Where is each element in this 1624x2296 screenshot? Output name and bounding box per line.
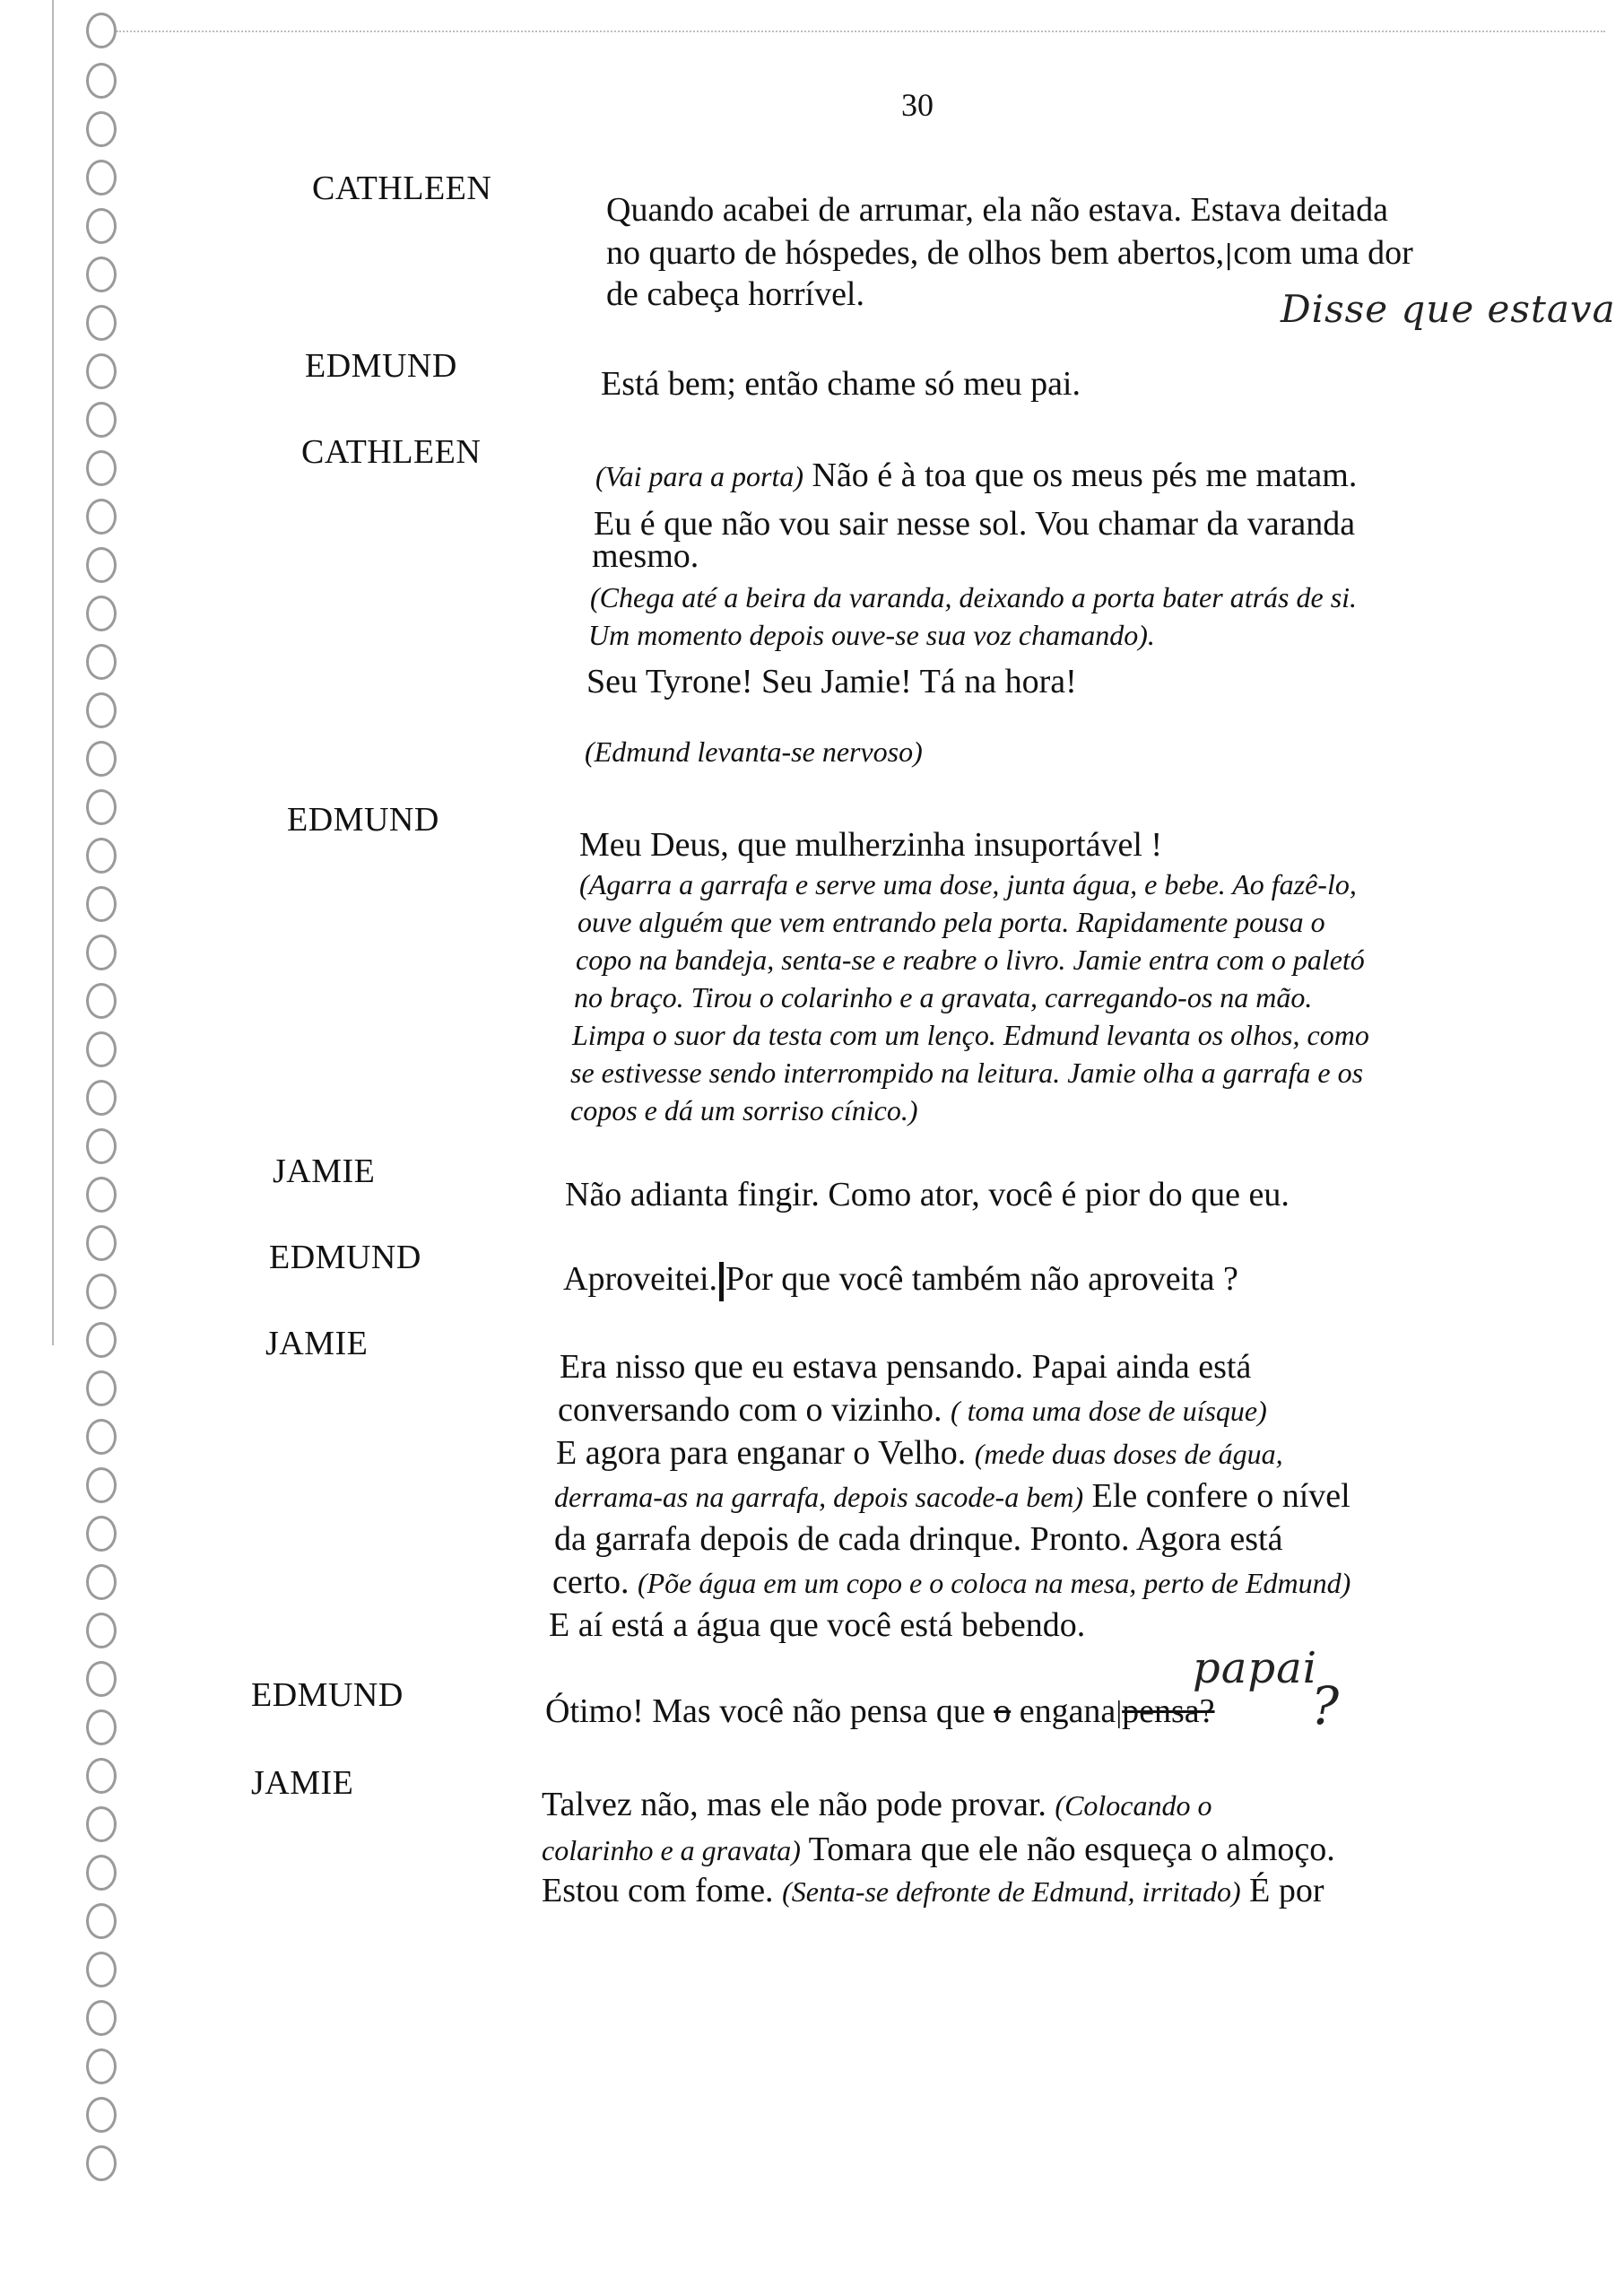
- dialogue-text: no quarto de hóspedes, de olhos bem abertos,: [606, 234, 1225, 272]
- binding-hole-icon: [86, 257, 117, 292]
- binding-hole-icon: [86, 1855, 117, 1891]
- binding-hole-icon: [86, 983, 117, 1019]
- speaker-name: EDMUND: [251, 1676, 404, 1714]
- stage-direction: copo na bandeja, senta-se e reabre o livro. Jamie entra com o paletó: [576, 944, 1365, 976]
- page-number: 30: [901, 87, 934, 123]
- speaker-name: EDMUND: [287, 801, 439, 839]
- dialogue-text: Estou com fome.: [542, 1872, 783, 1909]
- binding-hole-icon: [86, 789, 117, 825]
- dialogue-text: com uma dor: [1233, 234, 1413, 272]
- speaker-name: JAMIE: [265, 1325, 369, 1362]
- handwritten-mark: ?: [1311, 1675, 1341, 1736]
- binding-hole-icon: [86, 1225, 117, 1261]
- binding-hole-icon: [86, 1709, 117, 1745]
- dialogue-line: [556, 1433, 1283, 1473]
- dialogue-text: Ótimo! Mas você não pensa que: [545, 1692, 994, 1730]
- stage-direction: Um momento depois ouve-se sua voz chamando).: [588, 619, 1155, 651]
- binding-hole-icon: [86, 450, 117, 486]
- dialogue-text: conversando com o vizinho.: [558, 1391, 951, 1429]
- dialogue-text: Por que você também não aproveita ?: [725, 1260, 1238, 1298]
- binding-hole-icon: [86, 13, 117, 48]
- binding-hole-icon: [86, 1128, 117, 1164]
- stage-direction: (Senta-se defronte de Edmund, irritado): [782, 1875, 1241, 1908]
- binding-hole-icon: [86, 1177, 117, 1213]
- binding-hole-icon: [86, 499, 117, 535]
- speaker-name: EDMUND: [269, 1239, 421, 1276]
- binding-hole-icon: [86, 547, 117, 583]
- dialogue-text: É por: [1240, 1872, 1324, 1909]
- stage-direction: Limpa o suor da testa com um lenço. Edmund levanta os olhos, como: [572, 1019, 1369, 1051]
- binding-hole-icon: [86, 1613, 117, 1648]
- dialogue-line: E aí está a água que você está bebendo.: [549, 1606, 1086, 1644]
- dialogue-text: Ele confere o nível: [1083, 1477, 1350, 1515]
- dialogue-line: Ótimo! Mas você não pensa que o engana|pensa?: [545, 1692, 1215, 1730]
- binding-hole-icon: [86, 1758, 117, 1794]
- binding-hole-icon: [86, 935, 117, 970]
- dialogue-line: [554, 1476, 1350, 1516]
- dialogue-text: E agora para enganar o Velho.: [556, 1434, 975, 1472]
- binding-edge: [52, 0, 54, 1345]
- stage-direction: derrama-as na garrafa, depois sacode-a bem): [554, 1481, 1084, 1513]
- dialogue-line: [542, 1785, 1212, 1824]
- binding-hole-icon: [86, 353, 117, 389]
- dialogue-line: [558, 1390, 1267, 1430]
- dialogue-line: [563, 1259, 1238, 1301]
- binding-hole-icon: [86, 111, 117, 147]
- speaker-name: EDMUND: [305, 347, 457, 385]
- dialogue-text: Aproveitei.: [563, 1260, 718, 1298]
- binding-hole-icon: [86, 2097, 117, 2133]
- binding-hole-icon: [86, 1806, 117, 1842]
- dialogue-line: Eu é que não vou sair nesse sol. Vou chamar da varanda: [594, 505, 1356, 543]
- handwritten-note: Disse que estava: [1281, 287, 1616, 331]
- binding-hole-icon: [86, 2145, 117, 2181]
- stage-direction: no braço. Tirou o colarinho e a gravata, carregando-os na mão.: [574, 981, 1313, 1013]
- binding-hole-icon: [86, 2000, 117, 2036]
- dialogue-text: Talvez não, mas ele não pode provar.: [542, 1786, 1055, 1823]
- binding-hole-icon: [86, 1467, 117, 1503]
- dialogue-line: Não adianta fingir. Como ator, você é pior do que eu.: [565, 1176, 1290, 1213]
- stage-direction: se estivesse sendo interrompido na leitura. Jamie olha a garrafa e os: [570, 1057, 1364, 1089]
- binding-hole-icon: [86, 1031, 117, 1067]
- binding-hole-icon: [86, 1274, 117, 1309]
- dialogue-line: mesmo.: [592, 537, 699, 575]
- binding-hole-icon: [86, 2048, 117, 2084]
- binding-hole-icon: [86, 741, 117, 777]
- speaker-name: JAMIE: [273, 1152, 376, 1190]
- stage-direction: (Vai para a porta): [595, 460, 803, 492]
- stage-direction: (Colocando o: [1055, 1789, 1212, 1822]
- dialogue-text: certo.: [552, 1563, 638, 1601]
- binding-hole-icon: [86, 1564, 117, 1600]
- stage-direction: (Chega até a beira da varanda, deixando a porta bater atrás de si.: [590, 581, 1358, 613]
- stage-direction: copos e dá um sorriso cínico.): [570, 1094, 918, 1126]
- dialogue-line: Quando acabei de arrumar, ela não estava. Estava deitada: [606, 191, 1389, 229]
- dialogue-line: [542, 1871, 1324, 1910]
- stage-direction: (Agarra a garrafa e serve uma dose, junta água, e bebe. Ao fazê-lo,: [579, 868, 1357, 900]
- binding-hole-icon: [86, 1903, 117, 1939]
- binding-hole-icon: [86, 1661, 117, 1697]
- dialogue-line: [542, 1830, 1335, 1869]
- binding-hole-icon: [86, 838, 117, 874]
- binding-hole-icon: [86, 886, 117, 922]
- binding-hole-icon: [86, 63, 117, 99]
- struck-text: pensa?: [1122, 1692, 1215, 1730]
- binding-hole-icon: [86, 1322, 117, 1358]
- stage-direction: (Põe água em um copo e o coloca na mesa, perto de Edmund): [637, 1567, 1351, 1599]
- dialogue-text: Tomara que ele não esqueça o almoço.: [800, 1831, 1335, 1868]
- dialogue-line: Está bem; então chame só meu pai.: [601, 365, 1081, 403]
- binding-hole-icon: [86, 402, 117, 438]
- binding-hole-icon: [86, 596, 117, 631]
- stage-direction: colarinho e a gravata): [542, 1834, 801, 1866]
- binding-hole-icon: [86, 1516, 117, 1552]
- dialogue-line: Seu Tyrone! Seu Jamie! Tá na hora!: [586, 663, 1077, 700]
- stage-direction: ouve alguém que vem entrando pela porta. Rapidamente pousa o: [578, 906, 1325, 938]
- dialogue-text: Não é à toa que os meus pés me matam.: [803, 457, 1358, 494]
- speaker-name: CATHLEEN: [312, 170, 492, 207]
- stage-direction: ( toma uma dose de uísque): [950, 1395, 1267, 1427]
- speaker-name: JAMIE: [251, 1764, 354, 1802]
- stage-direction: (mede duas doses de água,: [974, 1438, 1283, 1470]
- binding-hole-icon: [86, 305, 117, 341]
- dialogue-line: da garrafa depois de cada drinque. Pronto. Agora está: [554, 1520, 1283, 1558]
- spiral-binding: [16, 0, 124, 2296]
- edit-mark: [719, 1262, 724, 1301]
- page-top-edge: [117, 30, 1605, 32]
- dialogue-line: Meu Deus, que mulherzinha insuportável !: [579, 826, 1163, 864]
- binding-hole-icon: [86, 1419, 117, 1455]
- binding-hole-icon: [86, 1080, 117, 1116]
- dialogue-line: [552, 1562, 1350, 1602]
- dialogue-line: de cabeça horrível.: [606, 275, 864, 313]
- handwritten-note: papai: [1193, 1643, 1318, 1693]
- binding-hole-icon: [86, 160, 117, 196]
- dialogue-line: [595, 456, 1357, 495]
- dialogue-line: no quarto de hóspedes, de olhos bem abertos,|com uma dor: [606, 234, 1413, 272]
- speaker-name: CATHLEEN: [301, 433, 482, 471]
- dialogue-line: Era nisso que eu estava pensando. Papai ainda está: [560, 1348, 1252, 1386]
- dialogue-text: engana: [1011, 1692, 1116, 1730]
- binding-hole-icon: [86, 1370, 117, 1406]
- binding-hole-icon: [86, 1952, 117, 1987]
- binding-hole-icon: [86, 208, 117, 244]
- binding-hole-icon: [86, 644, 117, 680]
- stage-direction: (Edmund levanta-se nervoso): [585, 735, 923, 768]
- binding-hole-icon: [86, 692, 117, 728]
- struck-text: o: [994, 1692, 1012, 1730]
